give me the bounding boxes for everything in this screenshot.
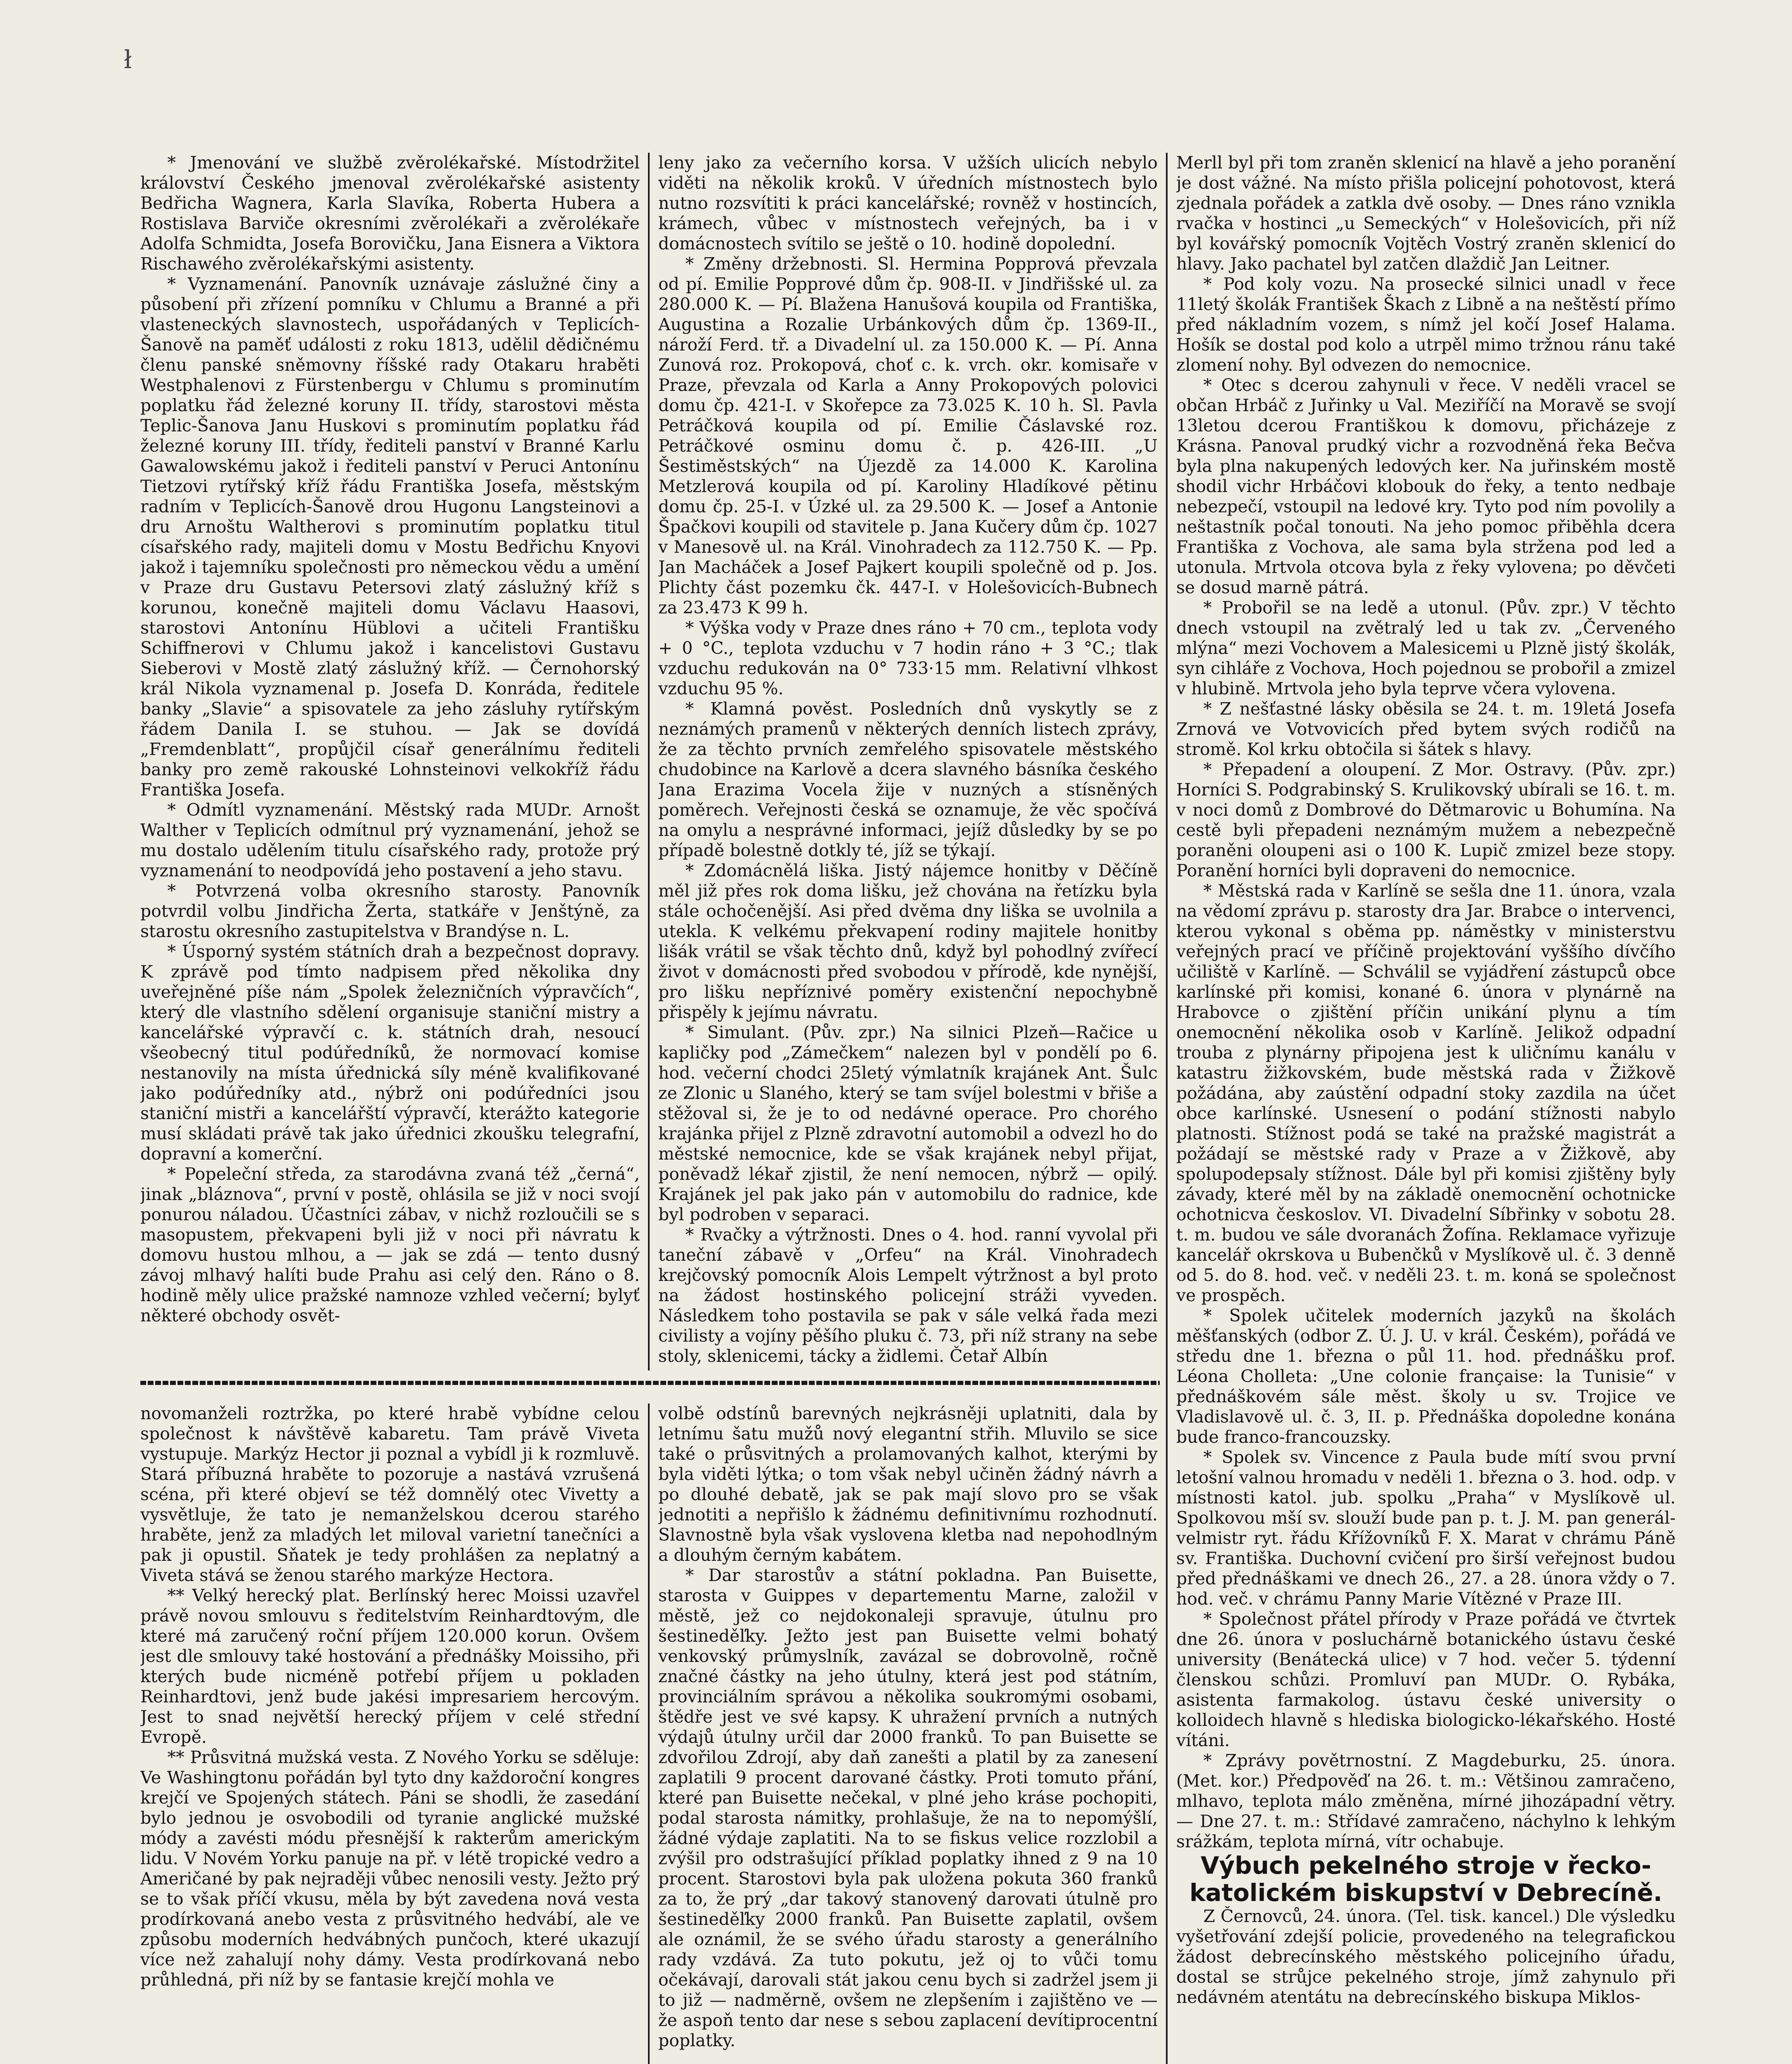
article-paragraph: * Potvrzená volba okresního starosty. Panovník potvrdil volbu Jindřicha Žerta, statkáře v Jenštýně, za starostu okresního zastupitelstva v Brandýse n. L. [140,881,640,941]
article-paragraph: * Spolek učitelek moderních jazyků na školách měšťanských (odbor Z. Ú. J. U. v král. Českém), pořádá ve středu dne 1. března o půl 11. hod. přednášku prof. Léona Cholleta: „Une colonie française: la Tunisie“ v přednáškovém sále měst. školy u sv. Trojice ve Vladislavově ul. č. 3, II. p. Přednáška dopoledne konána bude franco-francouzsky. [1176,1306,1676,1447]
article-paragraph: * Zdomácnělá liška. Jistý nájemce honitby v Děčíně měl již přes rok doma lišku, jež chována na řetízku byla stále ochočenější. Asi před dvěma dny liška se uvolnila a utekla. K velkému překvapení rodiny majitele honitby lišák vrátil se však těchto dnů, když byl pohodlný zvířecí život v domácnosti před svobodou v přírodě, kde nynější, pro lišku nepříznivé poměry existenční nepochybně přispěly k jejímu návratu. [658,861,1158,1022]
article-paragraph: * Změny držebnosti. Sl. Hermina Popprová převzala od pí. Emilie Popprové dům čp. 908-II. v Jindřišské ul. za 280.000 K. — Pí. Blažena Hanušová koupila od Františka, Augustina a Rozalie Urbánkových dům čp. 1369-II., nároží Ferd. tř. a Divadelní ul. za 150.000 K. — Pí. Anna Zunová roz. Prokopová, choť c. k. vrch. okr. komisaře v Praze, převzala od Karla a Anny Prokopových polovici domu čp. 421-I. v Skořepce za 73.025 K. 10 h. Sl. Pavla Petráčková koupila od pí. Emilie Čáslavské roz. Petráčkové osminu domu č. p. 426-III. „U Šestiměstských“ na Újezdě za 14.000 K. Karolina Metzlerová koupila od pí. Karoliny Hladíkové pětinu domu čp. 25-I. v Úzké ul. za 29.500 K. — Josef a Antonie Špačkovi koupili od stavitele p. Jana Kučery dům čp. 1027 v Manesově ul. na Král. Vinohradech za 112.750 K. — Pp. Jan Macháček a Josef Pajkert koupili společně od p. Jos. Plichty část pozemku čk. 447-I. v Holešovicích-Bubnech za 23.473 K 99 h. [658,254,1158,618]
page-corner-mark: ł [124,45,132,74]
article-paragraph: * Odmítl vyznamenání. Městský rada MUDr. Arnošt Walther v Teplicích odmítnul prý vyznamenání, jehož se mu dostalo udělením titulu císařského rady, protože prý vyznamenání to neodpovídá jeho postavení a jeho stavu. [140,800,640,881]
article-paragraph: leny jako za večerního korsa. V užších ulicích nebylo viděti na několik kroků. V úředních místnostech bylo nutno rozsvítiti k práci kancelářské; rovněž v hostincích, krámech, vůbec v místnostech veřejných, ba i v domácnostech svítilo se ještě o 10. hodině dopolední. [658,153,1158,253]
article-paragraph: * Popeleční středa, za starodávna zvaná též „černá“, jinak „bláznova“, první v postě, ohlásila se již v noci svojí ponurou náladou. Účastníci zábav, v nichž rozloučili se s masopustem, překvapeni byli již v noci při návratu k domovu hustou mlhou, a — jak se zdá — tento dusný závoj mlhavý halíti bude Prahu asi celý den. Ráno o 8. hodině měly ulice pražské namnoze vzhled večerní; bylyť některé obchody osvět- [140,1164,640,1326]
article-paragraph: * Klamná pověst. Posledních dnů vyskytly se z neznámých pramenů v některých denních listech zprávy, že za těchto prvních zemřelého spisovatele městského chudobince na Karlově a dcera slavného básníka českého Jana Erazima Vocela žije v nuzných a stísněných poměrech. Veřejnosti česká se oznamuje, že věc spočívá na omylu a nesprávné informaci, jejíž důsledky by se po případě bolestně dotkly té, jíž se týkají. [658,699,1158,860]
column-1-top [140,153,640,1370]
column-1-bottom [140,1404,640,2064]
article-paragraph: * Simulant. (Pův. zpr.) Na silnici Plzeň—Račice u kapličky pod „Zámečkem“ nalezen byl v pondělí po 6. hod. večerní chodci 25letý výmlatník krajánek Ant. Šulc ze Zlonic u Slaného, který se tam svíjel bolestmi v břiše a stěžoval si, že je to od nedávné operace. Pro chorého krajánka přijel z Plzně zdravotní automobil a odvezl ho do městské nemocnice, kde se však krajánek nebyl přijat, poněvadž lékař zjistil, že není nemocen, nýbrž — opilý. Krajánek jel pak jako pán v automobilu do radnice, kde byl podroben v separaci. [658,1023,1158,1224]
article-paragraph: * Vyznamenání. Panovník uznávaje záslužné činy a působení při zřízení pomníku v Chlumu a Branné a při vlasteneckých slavnostech, uspořádaných v Teplicích-Šanově na paměť události z roku 1813, udělil dědičnému členu panské sněmovny říšské rady Otakaru hraběti Westphalenovi z Fürstenbergu v Chlumu s prominutím poplatku řád železné koruny II. třídy, starostovi města Teplic-Šanova Janu Huskovi s prominutím poplatku řád železné koruny III. třídy, řediteli panství v Branné Karlu Gawalowskému jakož i řediteli panství v Peruci Antonínu Tietzovi rytířský kříž řádu Františka Josefa, městským radním v Teplicích-Šanově drou Hugonu Langsteinovi a dru Arnoštu Waltherovi s prominutím poplatku titul císařského rady, majiteli domu v Mostu Bedřichu Knyovi jakož i tajemníku společnosti pro německou vědu a umění v Praze dru Gustavu Petersovi zlatý záslužný kříž s korunou, konečně majiteli domu Václavu Haasovi, starostovi Antonínu Hüblovi a učiteli Františku Schiffnerovi v Chlumu jakož i kancelistovi Gustavu Sieberovi v Mostě zlatý záslužný kříž. — Černohorský král Nikola vyznamenal p. Josefa D. Konráda, ředitele banky „Slavie“ a spisovatele za jeho zásluhy rytířským řádem Danila I. se stuhou. — Jak se dovídá „Fremdenblatt“, propůjčil císař generálnímu řediteli banky pro země rakouské Lohnsteinovi velkokříž řádu Františka Josefa. [140,274,640,800]
column-3 [1176,153,1676,2064]
article-paragraph: * Z nešťastné lásky oběsila se 24. t. m. 19letá Josefa Zrnová ve Votvovicích před bytem svých rodičů na stromě. Kol krku obtočila si šátek s hlavy. [1176,699,1676,759]
column-divider [648,153,650,1370]
newspaper-page [140,153,1676,2064]
article-paragraph: * Přepadení a oloupení. Z Mor. Ostravy. (Pův. zpr.) Horníci S. Podgrabinský S. Krulikovský ubírali se 16. t. m. v noci domů z Dombrové do Dětmarovic u Bohumína. Na cestě byli přepadeni neznámým mužem a nebezpečně poraněni oloupeni asi o 100 K. Lupič zmizel beze stopy. Poranění horníci byli dopraveni do nemocnice. [1176,760,1676,881]
article-paragraph: * Společnost přátel přírody v Praze pořádá ve čtvrtek dne 26. února v posluchárně botanického ústavu české university (Benátecká ulice) v 7 hod. večer 5. týdenní členskou schůzi. Promluví pan MUDr. O. Rybáka, asistenta farmakolog. ústavu české university o kolloidech hlavně s hlediska biologicko-lékařského. Hosté vítáni. [1176,1609,1676,1750]
article-paragraph: Merll byl při tom zraněn sklenicí na hlavě a jeho poranění je dost vážné. Na místo přišla policejní pohotovost, která zjednala pořádek a zatkla dvě osoby. — Dnes ráno vznikla rvačka v hostinci „u Semeckých“ v Holešovicích, při níž byl kovářský pomocník Vojtěch Vostrý zraněn sklenicí do hlavy. Jako pachatel byl zatčen dlaždič Jan Leitner. [1176,153,1676,274]
article-paragraph: * Probořil se na ledě a utonul. (Pův. zpr.) V těchto dnech vstoupil na zvětralý led u tak zv. „Červeného mlýna“ mezi Vochovem a Malesicemi u Plzně jistý školák, syn cihláře z Vochova, Hoch pojednou se probořil a zmizel v hlubině. Mrtvola jeho byla teprve včera vylovena. [1176,598,1676,698]
article-paragraph: * Městská rada v Karlíně se sešla dne 11. února, vzala na vědomí zprávu p. starosty dra Jar. Brabce o intervenci, kterou vykonal s oběma pp. náměstky v ministerstvu veřejných prací ve příčině projektování vyššího dívčího učiliště v Karlíně. — Schválil se vyjádření zástupců obce karlínské při komisi, konané 6. února v plynárně na Hrabovce o zjištění příčin unikání plynu a tím onemocnění několika osob v Karlíně. Jelikož odpadní trouba z plynárny připojena jest k uličnímu kanálu v katastru žižkovském, bude městská rada v Žižkově požádána, aby zaústění odpadní stoky zazdila na účet obce karlínské. Usnesení o podání stížnosti nabylo platnosti. Stížnost podá se také na pražské magistrát a požádají se městské rady v Praze a v Žižkově, aby spolupodepsaly stížnost. Dále byl při komisi zjištěny byly závady, které měl by na základě onemocnění ochotnicke ochotnicva českoslov. VI. Divadelní Síbřinky v sobotu 28. t. m. budou ve sále dvoranách Žofína. Reklamace vyřizuje kancelář okrskova u Bubenčků v Myslíkově ul. č. 3 denně od 5. do 8. hod. več. v neděli 23. t. m. koná se společnost ve prospěch. [1176,881,1676,1305]
column-2-bottom [658,1404,1158,2064]
article-paragraph: novomanželi roztržka, po které hrabě vybídne celou společnost k návštěvě kabaretu. Tam právě Viveta vystupuje. Markýz Hector ji poznal a vybídl ji k rozmluvě. Stará příbuzná hraběte to pozoruje a nastává vzrušená scéna, při které objeví se též domnělý otec Vivetty a vysvětluje, že tato je nemanželskou dcerou starého hraběte, jenž za mladých let miloval varietní tanečníci a pak ji opustil. Sňatek je tedy prohlášen za neplatný a Viveta stává se ženou starého markýze Hectora. [140,1404,640,1585]
article-heading: Výbuch pekelného stroje v řecko-katolickém biskupství v Debrecíně. [1189,1851,1662,1907]
article-paragraph: * Spolek sv. Vincence z Paula bude mítí svou první letošní valnou hromadu v neděli 1. března o 3. hod. odp. v místnosti katol. jub. spolku „Praha“ v Myslíkově ul. Spolkovou mší sv. slouží bude pan p. t. J. M. pan generál-velmistr ryt. řádu Křížovníků F. X. Marat v chrámu Páně sv. Františka. Duchovní cvičení pro širší veřejnost budou před přednáškami ve dnech 26., 27. a 28. února vždy o 7. hod. več. v chrámu Panny Marie Vítězné v Praze III. [1176,1447,1676,1609]
article-paragraph: Z Černovců, 24. února. (Tel. tisk. kancel.) Dle výsledku vyšetřování zdejší policie, provedeného na telegrafickou žádost debrecínského městského policejního úřadu, dostal se strůjce pekelného stroje, jímž zahynulo při nedávném atentátu na debrecínského biskupa Miklos- [1176,1906,1676,2007]
column-2-top [658,153,1158,1370]
column-divider [648,1404,650,2064]
article-paragraph: * Pod koly vozu. Na prosecké silnici unadl v řece 11letý školák František Škach z Libně a na neštěstí přímo před nákladním vozem, s nímž jel kočí Josef Halama. Hošík se dostal pod kolo a utrpěl mimo tržnou ránu také zlomení nohy. Byl odvezen do nemocnice. [1176,274,1676,375]
article-paragraph: * Zprávy povětrnostní. Z Magdeburku, 25. února. (Met. kor.) Předpověď na 26. t. m.: Většinou zamračeno, mlhavo, teplota málo změněna, mírné jihozápadní větry. — Dne 27. t. m.: Střídavé zamračeno, náchylno k lehkým srážkám, teplota mírná, vítr ochabuje. [1176,1751,1676,1851]
article-paragraph: * Dar starostův a státní pokladna. Pan Buisette, starosta v Guippes v departementu Marne, založil v městě, jež co nejdokonaleji spravuje, útulnu pro šestineděľky. Ježto jest pan Buisette velmi bohatý venkovský průmyslník, zavázal se dobrovolně, ročně značné částky na jeho útulny, která jest pod státním, provinciálním správou a několika soukromými osobami, štědře jest ve své kapsy. K uhražení prvních a nutných výdajů útulny určil dar 2000 franků. To pan Buisette se zdvořilou Zdrojí, aby daň zanešti a platil by za zanesení zaplatili 9 procent darované částky. Proti tomuto přání, které pan Buisette nečekal, v plné jeho kráse pochopiti, podal starosta námitky, prohlašuje, že na to nepomýšlí, žádné výdaje zaplatiti. Na to se fiskus velice rozzlobil a zvýšil pro odstrašující příklad poplatky ihned z 9 na 10 procent. Starostovi byla pak uložena pokuta 360 franků za to, že prý „dar takový stanovený darovati útulně pro šestineděľky 2000 franků. Pan Buisette zaplatil, ovšem ale oznámil, že se svého úřadu starosty a generálního rady vzdává. Za tuto pokutu, jež oj to vůči tomu očekávají, darovali stát jakou cenu bych si zadržel jsem ji to již — nadměrně, ovšem ne zlepšením i zajištěno ve — že aspoň tento dar nese s sebou zaplacení devítiprocentní poplatky. [658,1565,1158,2050]
article-paragraph: ** Velký herecký plat. Berlínský herec Moissi uzavřel právě novou smlouvu s ředitelstvím Reinhardtovým, dle které má zaručený roční příjem 120.000 korun. Ovšem jest dle smlouvy také hostování a přednášky Moissiho, při kterých bude nicméně potřebí příjem u pokladen Reinhardtovi, jenž bude jakési impresariem hercovým. Jest to snad největší herecký příjem v celé střední Evropě. [140,1586,640,1747]
column-divider [1166,153,1168,2064]
article-paragraph: volbě odstínů barevných nejkrásněji uplatniti, dala by letnímu šatu mužů nový elegantní střih. Mluvilo se sice také o průsvitných a prolamovaných kalhot, kterými by byla viděti lýtka; o tom však nebyl učiněn žádný návrh a po dlouhé debatě, jak se pak mají slovo pro se však jednotiti a nepřišlo k žádnému definitivnímu rozhodnutí. Slavnostně byla však vyslovena kletba nad nepohodlným a dlouhým černým kabátem. [658,1404,1158,1565]
article-paragraph: * Výška vody v Praze dnes ráno + 70 cm., teplota vody + 0 °C., teplota vzduchu v 7 hodin ráno + 3 °C.; tlak vzduchu redukován na 0° 733·15 mm. Relativní vlhkost vzduchu 95 %. [658,618,1158,698]
article-paragraph: ** Průsvitná mužská vesta. Z Nového Yorku se sděluje: Ve Washingtonu pořádán byl tyto dny každoroční kongres krejčí ve Spojených státech. Páni se shodli, že zasedání bylo jednou je osvobodili od tyranie anglické mužské módy a zavésti módu přesnější k rakterům americkým lidu. V Novém Yorku panuje na př. v létě tropické vedro a Američané by pak nejraději vůbec nenosili vesty. Ježto prý se to však příčí vkusu, měla by být zavedena nová vesta prodírkovaná anebo vesta z průsvitného hedvábí, ale ve způsobu moderních hedvábných punčoch, které ukazují více než zahalují nohy dámy. Vesta prodírkovaná nebo průhledná, při níž by se fantasie krejčí mohla ve [140,1747,640,1990]
article-paragraph: * Rvačky a výtržnosti. Dnes o 4. hod. ranní vyvolal při taneční zábavě v „Orfeu“ na Král. Vinohradech krejčovský pomocník Alois Lempelt výtržnost a byl proto na žádost hostinského policejní stráži vyveden. Následkem toho postavila se pak v sále velká řada mezi civilisty a vojíny pěšího pluku č. 73, při níž strany na sebe stoly, sklenicemi, tácky a židlemi. Četař Albín [658,1225,1158,1366]
section-divider [140,1381,1160,1385]
article-paragraph: * Otec s dcerou zahynuli v řece. V neděli vracel se občan Hrbáč z Juřinky u Val. Meziříčí na Moravě se svojí 13letou dcerou Františkou k domovu, přicházeje z Krásna. Panoval prudký vichr a rozvodněná řeka Bečva byla plna nakupených ledových ker. Na juřinském mostě shodil vichr Hrbáčovi klobouk do řeky, a tento nedbaje nebezpečí, vstoupil na ledové kry. Tyto pod ním povolily a neštastník počal tonouti. Na jeho pomoc přiběhla dcera Františka z Vochova, ale sama byla stržena pod led a utonula. Mrtvola otcova byla z řeky vylovena; po děvčeti se dosud marně pátrá. [1176,375,1676,597]
article-paragraph: * Jmenování ve službě zvěrolékařské. Místodržitel království Českého jmenoval zvěrolékařské asistenty Bedřicha Wagnera, Karla Slavíka, Roberta Hubera a Rostislava Barviče okresními zvěrolékaři a zvěrolékaře Adolfa Schmidta, Josefa Borovičku, Jana Eisnera a Viktora Rischawého zvěrolékařskými asistenty. [140,153,640,274]
article-paragraph: * Úsporný systém státních drah a bezpečnost dopravy. K zprávě pod tímto nadpisem před několika dny uveřejněné píše nám „Spolek železničních výpravčích“, který dle vlastního sdělení organisuje staniční mistry a kancelářské výpravčí c. k. státních drah, nesoucí všeobecný titul podúředníků, že normovací komise nestanovily na místa úřednická síly méně kvalifikované jako podúředníky atd., nýbrž oni podúředníci jsou staniční mistři a kancelářští výpravčí, kterážto kategorie musí skládati právě tak jako úřednici zkoušku telegrafní, dopravní a komerční. [140,942,640,1164]
